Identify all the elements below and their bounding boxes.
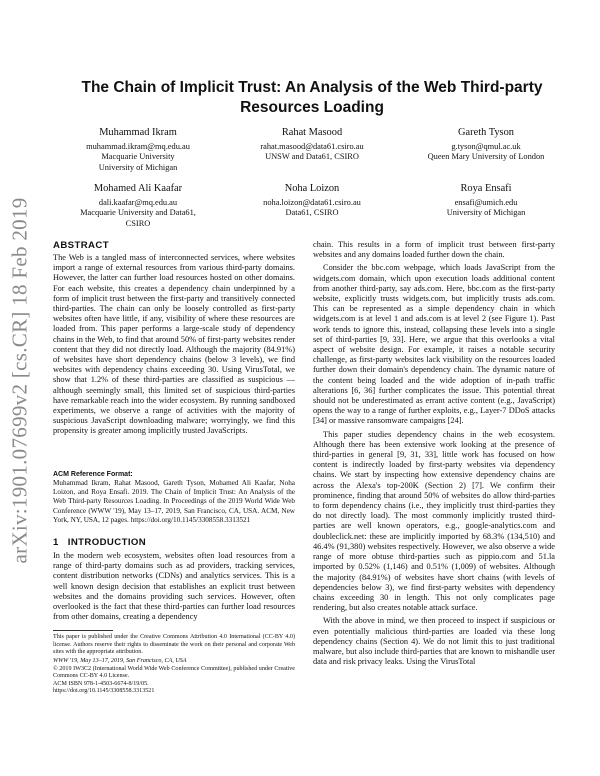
author-card xyxy=(226,128,398,173)
author-affiliation: UNSW and Data61, CSIRO xyxy=(265,152,359,161)
author-affiliation: Macquarie University xyxy=(101,152,175,161)
section-title: INTRODUCTION xyxy=(67,537,147,549)
paragraph: This paper studies dependency chains in the web ecosystem. Although there has been extensive work looking at the presence of third-parties in general [9, 31, 33], little work has focused on how content is indirectly loaded by first-party websites via dependency chains. We start by inspecting how extensive dependency chains are across the Alexa's top-200K (Section 2) [7]. We confirm their prominence, finding that around 50% of websites do allow third-parties to form dependency chains (i.e., they implicitly trust third-parties they do not directly load). The most commonly implicitly trusted third-parties are well known operators, e.g., google-analytics.com and doubleclick.net: these are implicitly imported by 68.3% (134,510) and 46.4% (91,380) websites respectively. However, we also observe a wide range of more obtuse third-parties such as pippio.com and 51.la imported by 0.52% (1,146) and 0.51% (1,009) of websites. Although the majority (84.91%) of websites have short chains (with levels of dependencies below 3), we find first-party websites with dependency chains exceeding 30 in length. This not only complicates page rendering, but also creates notable attack surface. xyxy=(313,429,555,613)
acm-reference-heading: ACM Reference Format: xyxy=(53,471,133,478)
paragraph: chain. This results in a form of implicit trust between first-party websites and any domains loaded further down the chain. xyxy=(313,240,555,260)
footnote-isbn: ACM ISBN 978-1-4503-6674-8/19/05. xyxy=(53,680,149,687)
author-affiliation: Queen Mary University of London xyxy=(427,152,545,161)
author-row-1 xyxy=(52,128,572,173)
paragraph: With the above in mind, we then proceed to inspect if suspicious or even potentially malicious third-parties are loaded via these long dependency chains (Section 4). We do not limit this to just traditional malware, but also include third-parties that are known to mishandle user data and risk privacy leaks. Using the VirusTotal xyxy=(313,616,555,667)
intro-text: In the modern web ecosystem, websites often load resources from a range of third-party domains such as ad providers, tracking services, content distribution networks (CDNs) and analytics services. This is a well known design decision that establishes an explicit trust between websites and the domains providing such services. However, often overlooked is the fact that these third-parties can further load resources from other domains, creating a dependency xyxy=(53,551,295,622)
author-affiliation: Data61, CSIRO xyxy=(285,208,339,217)
author-name: Rahat Masood xyxy=(281,127,343,138)
author-block xyxy=(52,128,572,240)
right-column xyxy=(313,240,555,667)
left-column xyxy=(53,240,295,696)
abstract-text: The Web is a tangled mass of interconnected services, where websites import a range of external resources from various third-party domains. However, the latter can further load resources hosted on other domains. For each website, this creates a dependency chain underpinned by a form of implicit trust between the first-party and transitively connected third-parties. The chain can only be loosely controlled as first-party websites often have little, if any, visibility of where these resources are loaded from. This paper performs a large-scale study of dependency chains in the Web, to find that around 50% of first-party websites render content that they did not directly load. Although the majority (84.91%) of websites have short dependency chains (below 3 levels), we find websites with dependency chains exceeding 30. Using VirusTotal, we show that 1.2% of these third-parties are classified as suspicious — although seemingly small, this limited set of suspicious third-parties have remarkable reach into the wider ecosystem. By running sandboxed experiments, we observe a range of activities with the majority of suspicious JavaScript downloading malware; worryingly, we find this propensity is greater among implicitly trusted JavaScripts. xyxy=(53,253,295,436)
author-card xyxy=(52,184,224,229)
author-name: Muhammad Ikram xyxy=(99,127,177,138)
section-number: 1 xyxy=(53,537,59,549)
author-name: Gareth Tyson xyxy=(458,127,514,138)
author-affiliation-2: CSIRO xyxy=(125,218,151,228)
footnote-doi[interactable]: https://doi.org/10.1145/3308558.3313521 xyxy=(53,688,155,695)
arxiv-id: arXiv:1901.07699v2 [cs.CR] 18 Feb 2019 xyxy=(7,196,32,564)
acm-reference-text: Muhammad Ikram, Rahat Masood, Gareth Tyson, Mohamed Ali Kaafar, Noha Loizon, and Roya Ensafi. 2019. The Chain of Implicit Trust: An Analysis of the Web Third-party Resources Loading. In Proceedings of the 2019 World Wide Web Conference (WWW '19), May 13–17, 2019, San Francisco, CA, USA. ACM, New York, NY, USA, 12 pages. https://doi.org/10.1145/3308558.3313521 xyxy=(53,479,295,524)
author-email[interactable]: dali.kaafar@mq.edu.au xyxy=(98,197,178,207)
paragraph: Consider the bbc.com webpage, which loads JavaScript from the widgets.com domain, which upon execution loads additional content from another third-party, say ads.com. Here, bbc.com as the first-party website, explicitly trusts widgets.com, but implicitly trusts ads.com. This can be represented as a simple dependency chain in which widgets.com is at level 1 and ads.com is at level 2 (see Figure 1). Past work tends to ignore this, instead, collapsing these levels into a single set of third-parties [9, 33]. Here, we argue that this overlooks a vital aspect of website design. For example, it raises a notable security challenge, as first-party websites lack visibility on the resources loaded further down their domain's dependency chain. The dynamic nature of the content being loaded and the wide adoption of in-path traffic alterations [6, 36] further complicates the issue. This potential threat should not be underestimated as errant active content (e.g., JavaScript) opens the way to a range of further exploits, e.g., Layer-7 DDoS attacks [34] or massive ransomware campaigns [24]. xyxy=(313,263,555,426)
author-affiliation-2: University of Michigan xyxy=(98,162,178,172)
author-card xyxy=(226,184,398,229)
arxiv-stamp xyxy=(2,180,38,580)
author-card xyxy=(400,128,572,173)
intro-heading xyxy=(53,537,295,548)
author-row-2 xyxy=(52,184,572,229)
author-email[interactable]: ensafi@umich.edu xyxy=(454,197,518,207)
paper-title: The Chain of Implicit Trust: An Analysis of the Web Third-party Resources Loading xyxy=(81,79,543,116)
footnote-venue: WWW '19, May 13–17, 2019, San Francisco, CA, USA xyxy=(53,657,187,664)
abstract-heading: ABSTRACT xyxy=(53,240,109,251)
footnote-rule xyxy=(53,630,113,631)
footnote-copyright: © 2019 IW3C2 (International World Wide Web Conference Committee), published under Creative Commons CC-BY 4.0 License. xyxy=(53,666,295,680)
author-name: Roya Ensafi xyxy=(460,183,512,194)
author-affiliation: Macquarie University and Data61, xyxy=(80,208,196,217)
author-name: Noha Loizon xyxy=(284,183,340,194)
author-affiliation: University of Michigan xyxy=(446,208,526,217)
footnote-license: This paper is published under the Creative Commons Attribution 4.0 International (CC-BY 4.0) license. Authors reserve their rights to disseminate the work on their personal and corporate Web sites with the appropriate attribution. xyxy=(53,634,295,656)
author-card xyxy=(52,128,224,173)
author-email[interactable]: rahat.masood@data61.csiro.au xyxy=(260,141,364,151)
author-card xyxy=(400,184,572,229)
author-email[interactable]: muhammad.ikram@mq.edu.au xyxy=(86,141,190,151)
author-name: Mohamed Ali Kaafar xyxy=(93,183,183,194)
author-email[interactable]: noha.loizon@data61.csiro.au xyxy=(263,197,361,207)
author-email[interactable]: g.tyson@qmul.ac.uk xyxy=(451,141,521,151)
